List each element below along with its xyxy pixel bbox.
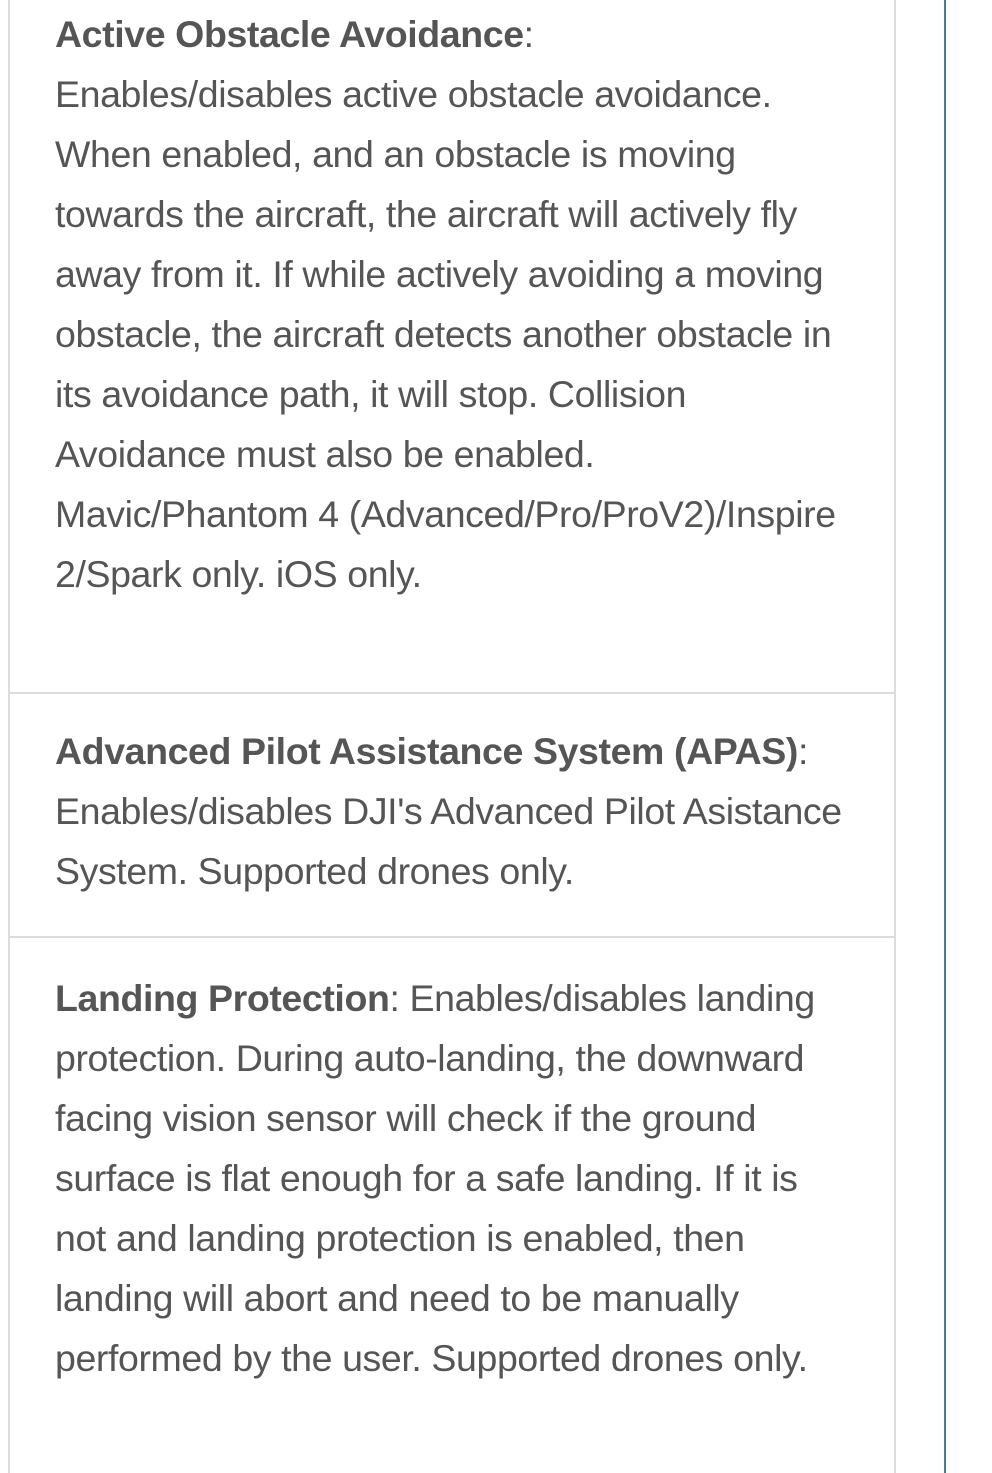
setting-separator: : xyxy=(523,13,534,55)
setting-row-landing-protection xyxy=(10,938,894,1388)
setting-description: Enables/disables active obstacle avoidance. When enabled, and an obstacle is moving towards the aircraft, the aircraft will actively fly away from it. If while actively avoiding a moving obstacle, the aircraft detects another obstacle in its avoidance path, it will stop. Collision Avoidance must also be enabled. Mavic/Phantom 4 (Advanced/Pro/ProV2)/Inspire 2/Spark only. iOS only. xyxy=(55,73,836,595)
setting-text xyxy=(55,4,854,604)
setting-title: Active Obstacle Avoidance xyxy=(55,13,524,55)
setting-title: Advanced Pilot Assistance System (APAS) xyxy=(55,730,798,772)
page-edge-divider xyxy=(944,0,946,1473)
settings-table xyxy=(8,0,896,1473)
setting-text xyxy=(55,968,854,1388)
setting-separator: : xyxy=(797,730,809,772)
setting-text xyxy=(55,721,854,901)
setting-description: Enables/disables DJI's Advanced Pilot Asistance System. Supported drones only. xyxy=(55,790,842,892)
setting-title: Landing Protection xyxy=(55,977,390,1019)
setting-row-active-obstacle-avoidance xyxy=(10,0,894,694)
setting-separator: : xyxy=(389,977,400,1019)
setting-row-apas xyxy=(10,694,894,938)
setting-description: Enables/disables landing protection. During auto-landing, the downward facing vision sensor will check if the ground surface is flat enough for a safe landing. If it is not and landing protection is enabled, then landing will abort and need to be manually performed by the user. Supported drones only. xyxy=(55,977,815,1379)
